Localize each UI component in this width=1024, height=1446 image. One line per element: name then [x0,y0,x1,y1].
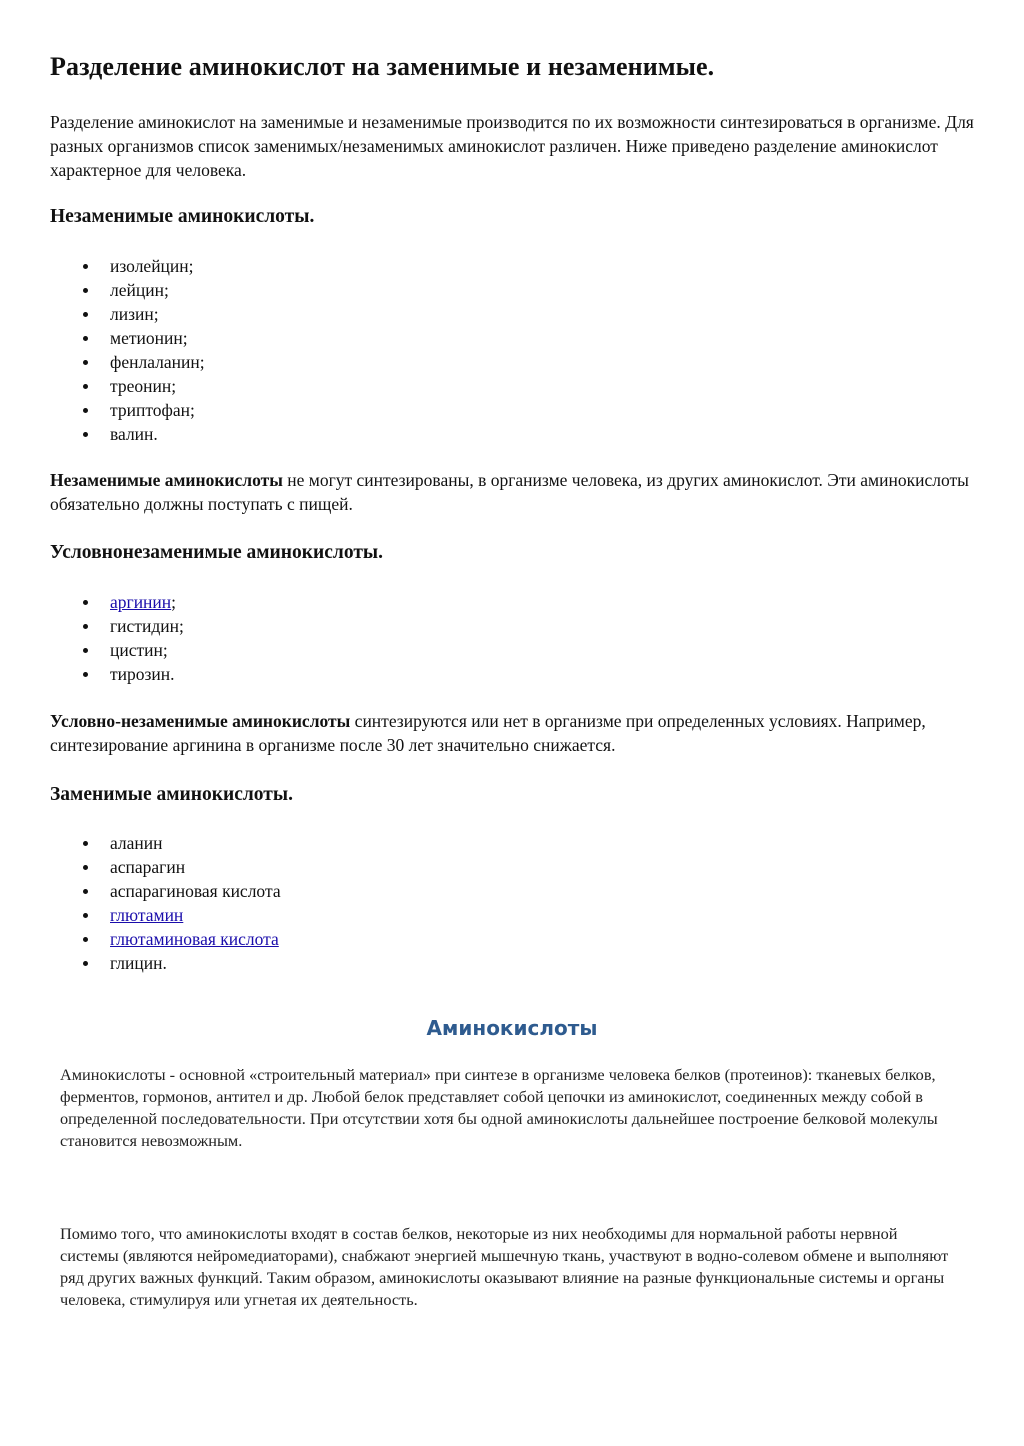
list-item: изолейцин; [50,254,205,278]
list-item: аспарагин [50,855,281,879]
list-item: аргинин; [50,590,184,614]
essential-note [50,468,980,516]
conditional-note [50,709,980,757]
list-item: аланин [50,831,281,855]
list-item [50,903,281,927]
arginine-link[interactable]: аргинин [110,592,172,612]
page-title: Разделение аминокислот на заменимые и незаменимые. [50,52,715,81]
list-item [50,927,281,951]
list-item: фенлаланин; [50,350,205,374]
essential-list [50,254,205,446]
list-item: триптофан; [50,398,205,422]
list-item: аспарагиновая кислота [50,879,281,903]
section-title: Аминокислоты [426,1016,598,1040]
intro-paragraph: Разделение аминокислот на заменимые и незаменимые производится по их возможности синтезироваться в организме. Для разных организмов список заменимых/незаменимых аминокислот различен. Ниже приведено разделение аминокислот характерное для человека. [50,112,974,180]
list-item: треонин; [50,374,205,398]
list-item: лейцин; [50,278,205,302]
nonessential-heading: Заменимые аминокислоты. [50,784,293,805]
list-item: валин. [50,422,205,446]
essential-note-bold: Незаменимые аминокислоты [50,470,283,490]
list-item: гистидин; [50,614,184,638]
list-item: глицин. [50,951,281,975]
essential-heading: Незаменимые аминокислоты. [50,206,315,227]
list-item: тирозин. [50,662,184,686]
conditional-list [50,590,184,686]
conditional-heading: Условнонезаменимые аминокислоты. [50,542,383,563]
essential-note-text: не могут синтезированы, в организме человека, из других аминокислот. Эти аминокислоты обязательно должны поступать с пищей. [50,470,969,514]
glutamic-acid-link[interactable]: глютаминовая кислота [110,929,279,949]
section-paragraph-2: Помимо того, что аминокислоты входят в состав белков, некоторые из них необходимы для нормальной работы нервной системы (являются нейромедиаторами), снабжают энергией мышечную ткань, участвуют в водно-солевом обмене и выполняют ряд других важных функций. Таким образом, аминокислоты оказывают влияние на разные функциональные системы и органы человека, стимулируя или угнетая их деятельность. [60,1224,949,1309]
nonessential-list [50,831,281,975]
section-paragraph-1: Аминокислоты - основной «строительный материал» при синтезе в организме человека белков (протеинов): тканевых белков, ферментов, гормонов, антител и др. Любой белок представляет собой цепочки из аминокислот, соединенных между собой в определенной последовательности. При отсутствии хотя бы одной аминокислоты дальнейшее построение белковой молекулы становится невозможным. [60,1065,938,1150]
conditional-note-bold: Условно-незаменимые аминокислоты [50,711,351,731]
list-item: цистин; [50,638,184,662]
list-item: метионин; [50,326,205,350]
conditional-note-text: синтезируются или нет в организме при определенных условиях. Например, синтезирование аргинина в организме после 30 лет значительно снижается. [50,711,926,755]
glutamine-link[interactable]: глютамин [110,905,184,925]
list-item: лизин; [50,302,205,326]
